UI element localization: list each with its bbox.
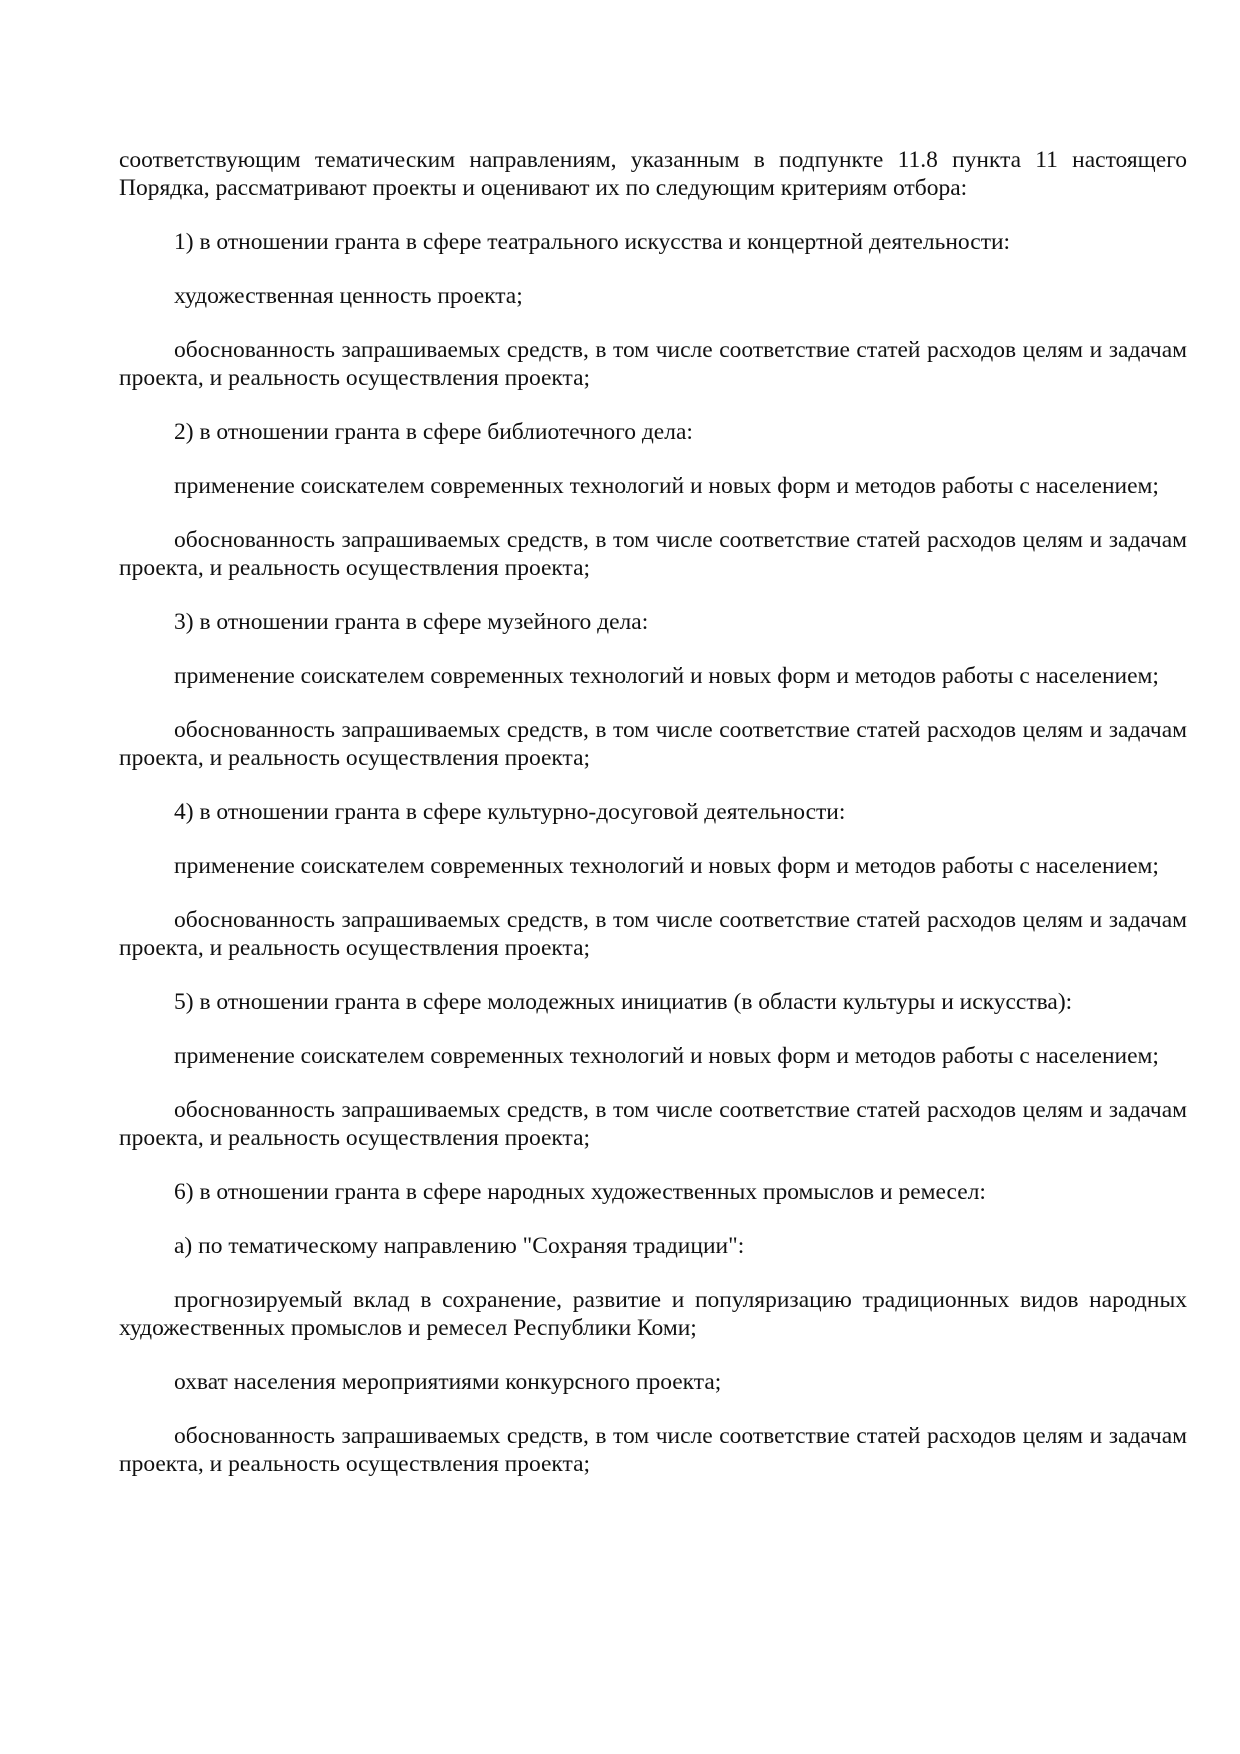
paragraph-criterion: применение соискателем современных технологий и новых форм и методов работы с населением; [174,1043,1159,1069]
paragraph-criterion: обоснованность запрашиваемых средств, в том числе соответствие статей расходов целям и задачам проекта, и реальность осуществления проекта; [119,1423,1187,1477]
paragraph-item-3-heading: 3) в отношении гранта в сфере музейного дела: [174,609,649,635]
paragraph-criterion: обоснованность запрашиваемых средств, в том числе соответствие статей расходов целям и задачам проекта, и реальность осуществления проекта; [119,1097,1187,1151]
paragraph-continuation: соответствующим тематическим направлениям, указанным в подпункте 11.8 пункта 11 настоящего Порядка, рассматривают проекты и оценивают их по следующим критериям отбора: [119,147,1187,201]
paragraph-criterion: обоснованность запрашиваемых средств, в том числе соответствие статей расходов целям и задачам проекта, и реальность осуществления проекта; [119,337,1187,391]
paragraph-criterion: применение соискателем современных технологий и новых форм и методов работы с населением; [174,663,1159,689]
paragraph-criterion: художественная ценность проекта; [174,283,523,309]
paragraph-item-6-heading: 6) в отношении гранта в сфере народных художественных промыслов и ремесел: [174,1179,986,1205]
paragraph-item-5-heading: 5) в отношении гранта в сфере молодежных инициатив (в области культуры и искусства): [174,989,1073,1015]
paragraph-item-2-heading: 2) в отношении гранта в сфере библиотечного дела: [174,419,693,445]
document-body [119,146,1187,1504]
paragraph-criterion: обоснованность запрашиваемых средств, в том числе соответствие статей расходов целям и задачам проекта, и реальность осуществления проекта; [119,717,1187,771]
paragraph-criterion: обоснованность запрашиваемых средств, в том числе соответствие статей расходов целям и задачам проекта, и реальность осуществления проекта; [119,527,1187,581]
paragraph-criterion: прогнозируемый вклад в сохранение, развитие и популяризацию традиционных видов народных художественных промыслов и ремесел Республики Коми; [119,1287,1187,1341]
paragraph-subitem-a-heading: а) по тематическому направлению "Сохраняя традиции": [174,1233,745,1259]
paragraph-item-4-heading: 4) в отношении гранта в сфере культурно-досуговой деятельности: [174,799,846,825]
paragraph-criterion: охват населения мероприятиями конкурсного проекта; [174,1369,722,1395]
paragraph-item-1-heading: 1) в отношении гранта в сфере театрального искусства и концертной деятельности: [174,229,1011,255]
paragraph-criterion: обоснованность запрашиваемых средств, в том числе соответствие статей расходов целям и задачам проекта, и реальность осуществления проекта; [119,907,1187,961]
paragraph-criterion: применение соискателем современных технологий и новых форм и методов работы с населением; [174,473,1159,499]
paragraph-criterion: применение соискателем современных технологий и новых форм и методов работы с населением; [174,853,1159,879]
